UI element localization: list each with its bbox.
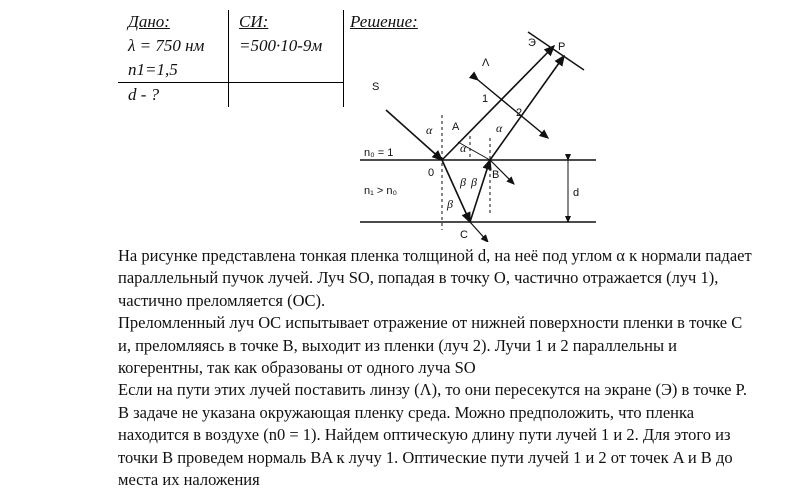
ray-2 <box>490 56 564 160</box>
n1-value: n1=1,5 <box>128 60 178 79</box>
label-s: S <box>372 81 380 93</box>
label-b: B <box>492 169 500 181</box>
paragraph-1: На рисунке представлена тонкая пленка толщиной d, на неё под углом α к нормали падает параллельный пучок лучей. Луч SO, попадая в точку O, частично отражается (луч 1), частично преломляется (OC). <box>118 246 752 310</box>
alpha-incident: α <box>426 123 433 137</box>
paragraph-2: Преломленный луч OC испытывает отражение от нижней поверхности пленки в точке C и, преломляясь в точке B, выходит из пленки (луч 2). Лучи 1 и 2 параллельны и когерентны, так как образованы от одного луча SO <box>118 313 743 378</box>
label-o: 0 <box>428 167 435 179</box>
transmitted-ray-c <box>470 222 488 242</box>
thin-film-diagram <box>338 10 598 242</box>
label-c: C <box>460 229 468 241</box>
label-p: P <box>558 41 566 53</box>
alpha-reflected: α <box>460 141 467 155</box>
beta-left: β <box>460 175 466 189</box>
label-screen: Э <box>528 37 536 49</box>
refracted-ray <box>442 160 470 222</box>
unknown-value: d - ? <box>128 85 160 104</box>
lambda-si-value: =500·10-9м <box>239 36 323 55</box>
lambda-value: λ = 750 нм <box>128 36 205 55</box>
reflected-ray-cb <box>470 160 490 222</box>
solution-text <box>118 245 758 491</box>
given-header: Дано: <box>128 12 170 31</box>
alpha-ray-2: α <box>496 121 503 135</box>
solution-header: Решение: <box>350 12 418 31</box>
label-n0: n₀ = 1 <box>364 147 394 159</box>
label-ray-2: 2 <box>516 107 523 119</box>
incident-ray <box>386 110 442 160</box>
label-ray-1: 1 <box>482 93 489 105</box>
label-a: A <box>452 121 460 133</box>
beta-right: β <box>471 175 477 189</box>
si-header: СИ: <box>239 12 269 31</box>
beta-o: β <box>447 197 453 211</box>
thickness-label: d <box>573 187 580 199</box>
paragraph-3: Если на пути этих лучей поставить линзу (Λ), то они пересекутся на экране (Э) в точке P. В задаче не указана окружающая пленку среда. Можно предположить, что пленка находится в воздухе (n0 = 1). Найдем оптическую длину пути лучей 1 и 2. Для этого из точки B проведем нормаль BA к лучу 1. Оптические пути лучей 1 и 2 от точек A и B до места их наложения <box>118 380 748 490</box>
label-lens: Λ <box>482 57 490 69</box>
label-n1: n₁ > n₀ <box>364 185 398 197</box>
